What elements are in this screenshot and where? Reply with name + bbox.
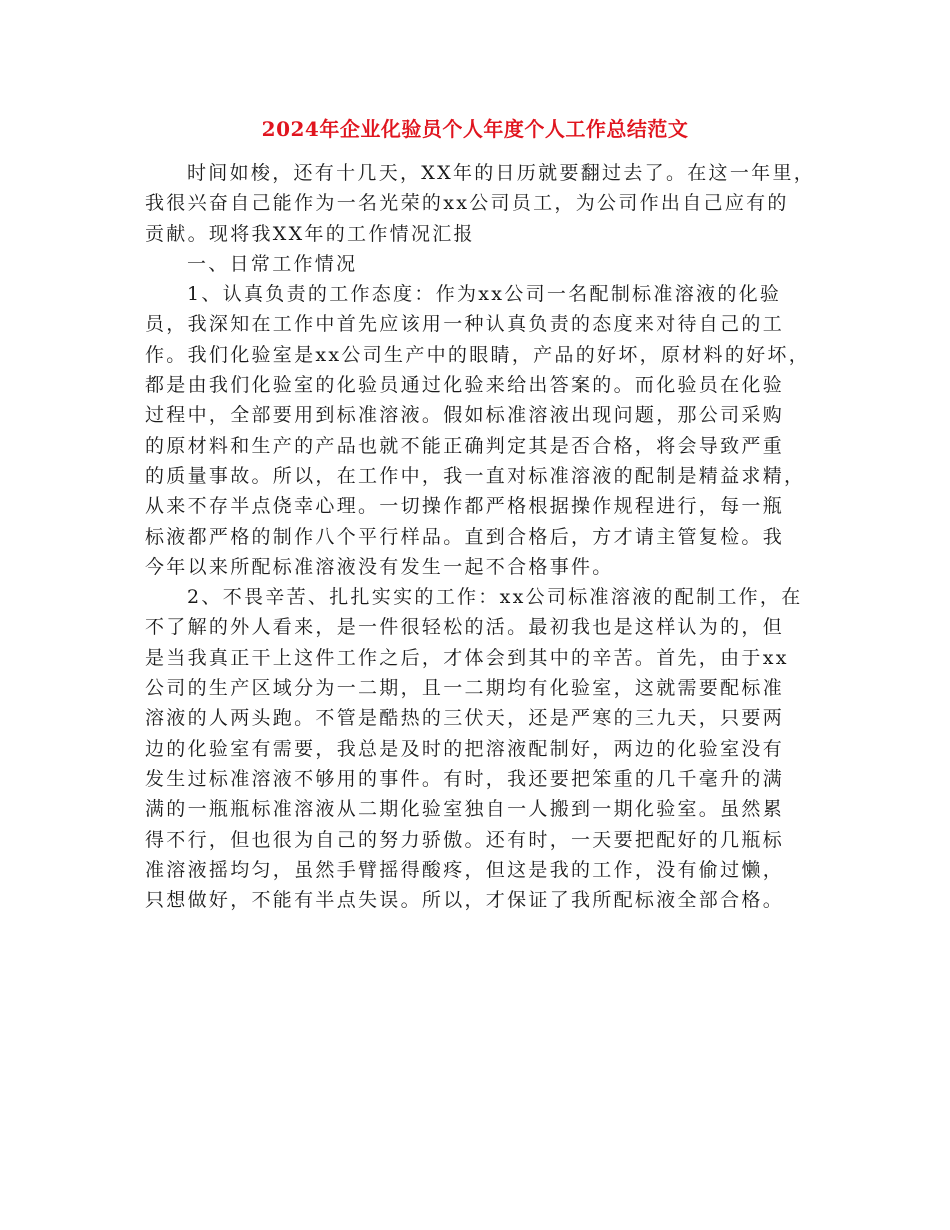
body-line: 的质量事故。所以，在工作中，我一直对标准溶液的配制是精益求精，	[145, 464, 806, 487]
body-line: 边的化验室有需要，我总是及时的把溶液配制好，两边的化验室没有	[145, 737, 785, 760]
body-line: 作。我们化验室是xx公司生产中的眼睛，产品的好坏，原材料的好坏，	[145, 343, 811, 366]
body-line: 时间如梭，还有十几天，XX年的日历就要翻过去了。在这一年里，	[187, 162, 816, 184]
body-line: 从来不存半点侥幸心理。一切操作都严格根据操作规程进行，每一瓶	[145, 495, 785, 518]
body-line: 1、认真负责的工作态度：作为xx公司一名配制标准溶液的化验	[187, 283, 782, 306]
body-line: 都是由我们化验室的化验员通过化验来给出答案的。而化验员在化验	[145, 374, 785, 397]
body-line: 贡献。现将我XX年的工作情况汇报	[145, 222, 475, 245]
body-line: 公司的生产区域分为一二期，且一二期均有化验室，这就需要配标准	[145, 677, 785, 700]
body-line: 的原材料和生产的产品也就不能正确判定其是否合格，将会导致严重	[145, 434, 785, 457]
body-line: 不了解的外人看来，是一件很轻松的活。最初我也是这样认为的，但	[145, 616, 785, 639]
body-line: 我很兴奋自己能作为一名光荣的xx公司员工，为公司作出自己应有的	[145, 192, 789, 215]
body-line: 满的一瓶瓶标准溶液从二期化验室独自一人搬到一期化验室。虽然累	[145, 798, 785, 821]
document-body	[145, 158, 825, 915]
body-line: 标液都严格的制作八个平行样品。直到合格后，方才请主管复检。我	[145, 525, 785, 548]
body-line: 员，我深知在工作中首先应该用一种认真负责的态度来对待自己的工	[145, 313, 785, 336]
document-title: 2024年企业化验员个人年度个人工作总结范文	[261, 117, 689, 141]
body-line: 过程中，全部要用到标准溶液。假如标准溶液出现问题，那公司采购	[145, 404, 785, 427]
body-line: 2、不畏辛苦、扎扎实实的工作：xx公司标准溶液的配制工作，在	[187, 586, 803, 609]
body-line: 准溶液摇均匀，虽然手臂摇得酸疼，但这是我的工作，没有偷过懒，	[145, 858, 785, 881]
body-line: 只想做好，不能有半点失误。所以，才保证了我所配标液全部合格。	[145, 889, 785, 912]
body-line: 今年以来所配标准溶液没有发生一起不合格事件。	[145, 555, 614, 578]
body-line: 是当我真正干上这件工作之后，才体会到其中的辛苦。首先，由于xx	[145, 646, 789, 669]
body-line: 得不行，但也很为自己的努力骄傲。还有时，一天要把配好的几瓶标	[145, 828, 785, 851]
body-line: 溶液的人两头跑。不管是酷热的三伏天，还是严寒的三九天，只要两	[145, 707, 785, 730]
body-line: 一、日常工作情况	[187, 252, 358, 275]
body-line: 发生过标准溶液不够用的事件。有时，我还要把笨重的几千毫升的满	[145, 767, 785, 790]
